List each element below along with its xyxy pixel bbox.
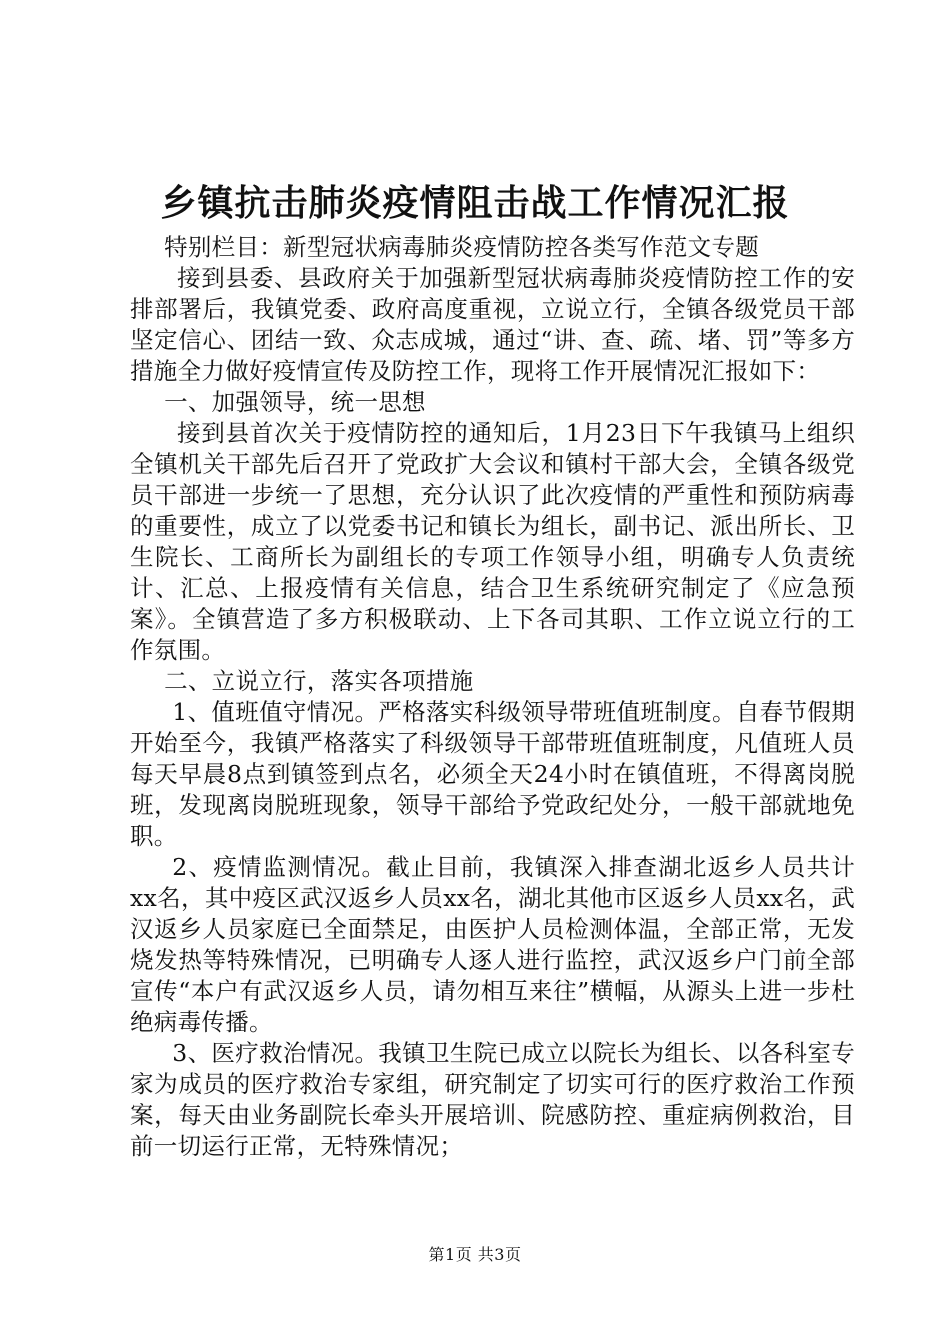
monitoring-paragraph: 2、疫情监测情况。截止目前，我镇深入排查湖北返乡人员共计xx名，其中疫区武汉返乡人员xx名，湖北其他市区返乡人员xx名，武汉返乡人员家庭已全面禁足，由医护人员检测体温，全部正常，无发烧发热等特殊情况，已明确专人逐人进行监控，武汉返乡户门前全部宣传“本户有武汉返乡人员，请勿相互来往”横幅，从源头上进一步杜绝病毒传播。 — [130, 853, 855, 1036]
intro-paragraph: 接到县委、县政府关于加强新型冠状病毒肺炎疫情防控工作的安排部署后，我镇党委、政府高度重视，立说立行，全镇各级党员干部坚定信心、团结一致、众志成城，通过“讲、查、疏、堵、罚”等多方措施全力做好疫情宣传及防控工作，现将工作开展情况汇报如下： — [130, 264, 855, 385]
section-heading-1: 一、加强领导，统一思想 — [164, 388, 426, 416]
section-heading-2: 二、立说立行，落实各项措施 — [164, 667, 474, 695]
page-number-footer: 第1页 共3页 — [428, 1245, 522, 1264]
document-body — [130, 232, 855, 1162]
document-title: 乡镇抗击肺炎疫情阻击战工作情况汇报 — [160, 182, 790, 224]
special-column-line: 特别栏目：新型冠状病毒肺炎疫情防控各类写作范文专题 — [164, 233, 760, 261]
section-1-paragraph: 接到县首次关于疫情防控的通知后，1月23日下午我镇马上组织全镇机关干部先后召开了党政扩大会议和镇村干部大会，全镇各级党员干部进一步统一了思想，充分认识了此次疫情的严重性和预防病毒的重要性，成立了以党委书记和镇长为组长，副书记、派出所长、卫生院长、工商所长为副组长的专项工作领导小组，明确专人负责统计、汇总、上报疫情有关信息，结合卫生系统研究制定了《应急预案》。全镇营造了多方积极联动、上下各司其职、工作立说立行的工作氛围。 — [130, 419, 855, 664]
duty-paragraph: 1、值班值守情况。严格落实科级领导带班值班制度。自春节假期开始至今，我镇严格落实了科级领导干部带班值班制度，凡值班人员每天早晨8点到镇签到点名，必须全天24小时在镇值班，不得离岗脱班，发现离岗脱班现象，领导干部给予党政纪处分，一般干部就地免职。 — [130, 698, 855, 850]
treatment-paragraph: 3、医疗救治情况。我镇卫生院已成立以院长为组长、以各科室专家为成员的医疗救治专家组，研究制定了切实可行的医疗救治工作预案，每天由业务副院长牵头开展培训、院感防控、重症病例救治，目前一切运行正常，无特殊情况； — [130, 1039, 855, 1160]
